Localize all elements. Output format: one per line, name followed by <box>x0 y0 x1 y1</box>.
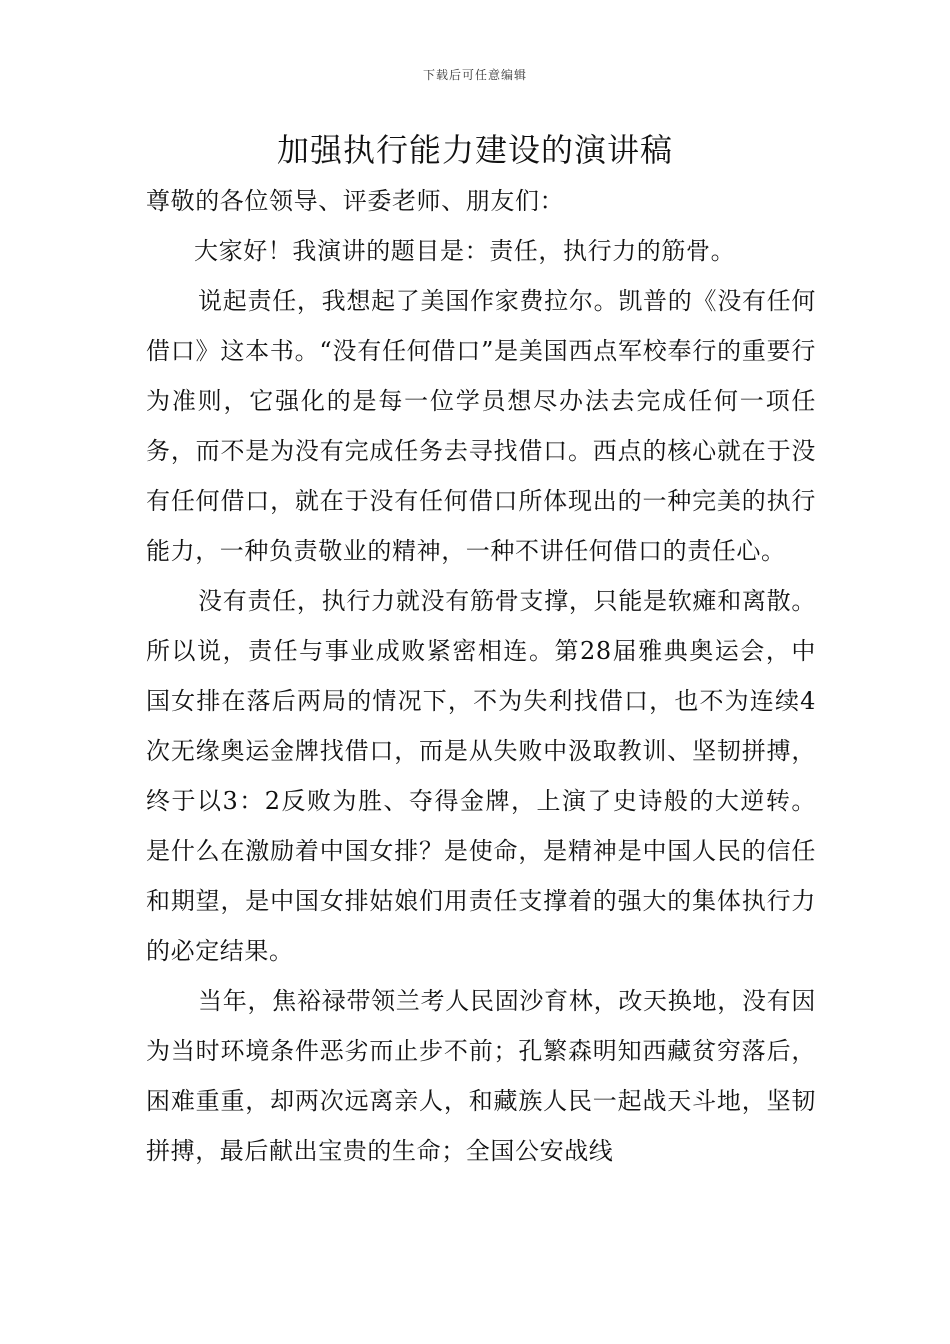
salutation: 尊敬的各位领导、评委老师、朋友们： <box>146 187 565 215</box>
paragraph-greeting: 大家好！我演讲的题目是：责任，执行力的筋骨。 <box>194 237 736 265</box>
document-title: 加强执行能力建设的演讲稿 <box>276 131 673 169</box>
paragraph: 没有责任，执行力就没有筋骨支撑，只能是软瘫和离散。所以说，责任与事业成败紧密相连。第28届雅典奥运会，中国女排在落后两局的情况下，不为失利找借口，也不为连续4次无缘奥运金牌找借口，而是从失败中汲取教训、坚韧拼搏，终于以3：2反败为胜、夺得金牌，上演了史诗般的大逆转。是什么在激励着中国女排？是使命，是精神是中国人民的信任和期望，是中国女排姑娘们用责任支撑着的强大的集体执行力的必定结果。 <box>146 587 816 965</box>
header-note: 下载后可任意编辑 <box>422 68 527 82</box>
paragraph: 当年，焦裕禄带领兰考人民固沙育林，改天换地，没有因为当时环境条件恶劣而止步不前；孔繁森明知西藏贫穷落后，困难重重，却两次远离亲人，和藏族人民一起战天斗地，坚韧拼搏，最后献出宝贵的生命；全国公安战线 <box>146 987 816 1165</box>
document-body <box>146 176 816 1176</box>
paragraph: 说起责任，我想起了美国作家费拉尔。凯普的《没有任何借口》这本书。“没有任何借口”是美国西点军校奉行的重要行为准则，它强化的是每一位学员想尽办法去完成任何一项任务，而不是为没有完成任务去寻找借口。西点的核心就在于没有任何借口，就在于没有任何借口所体现出的一种完美的执行能力，一种负责敬业的精神，一种不讲任何借口的责任心。 <box>146 287 816 565</box>
